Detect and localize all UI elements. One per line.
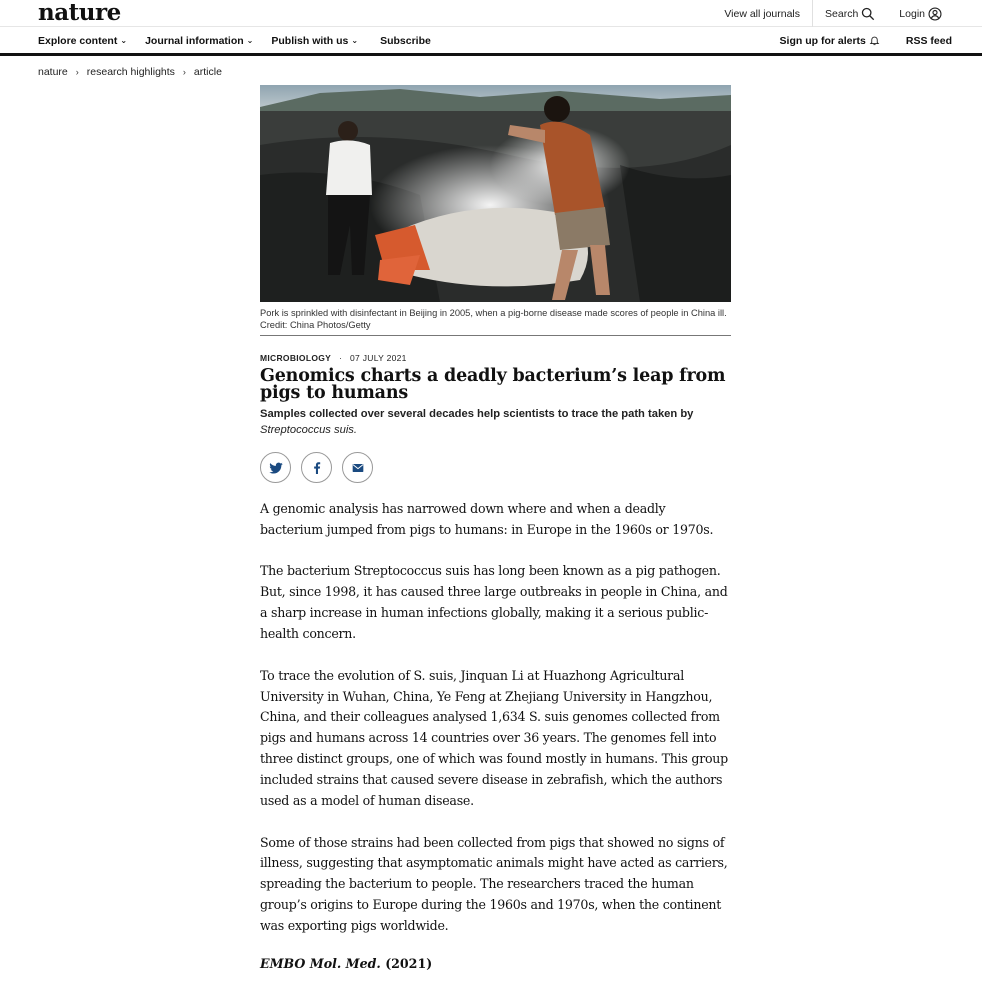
image-caption: Pork is sprinkled with disinfectant in Beijing in 2005, when a pig-borne disease made scores of people in China ill. Credit: China Photos/Getty xyxy=(260,307,731,336)
search-label: Search xyxy=(825,7,859,20)
sign-up-alerts-link[interactable] xyxy=(780,35,880,47)
nav-explore-label: Explore content xyxy=(38,34,118,47)
reference-journal: EMBO Mol. Med. xyxy=(260,955,381,971)
view-all-journals-link[interactable] xyxy=(712,0,812,27)
article-standfirst xyxy=(260,406,731,438)
hero-image xyxy=(260,85,731,302)
chevron-down-icon: ⌄ xyxy=(351,36,359,45)
share-facebook-button[interactable] xyxy=(301,452,332,483)
article xyxy=(260,85,731,971)
rss-feed-link[interactable] xyxy=(906,35,952,47)
article-paragraph: To trace the evolution of S. suis, Jinquan Li at Huazhong Agricultural University in Wuhan, China, Ye Feng at Zhejiang University in Hangzhou, China, and their colleagues analysed 1,634 S. suis genomes collected from pigs and humans across 14 countries over 36 years. The genomes fell into three distinct groups, one of which was found mostly in humans. This group included strains that caused severe disease in zebrafish, which the authors used as a model of human disease. xyxy=(260,667,728,809)
reference-year: (2021) xyxy=(385,955,433,971)
login-button[interactable] xyxy=(887,0,954,27)
top-header xyxy=(0,0,982,27)
nature-logo[interactable]: nature xyxy=(38,0,121,26)
nav-subscribe[interactable] xyxy=(380,35,431,47)
article-reference[interactable] xyxy=(260,956,731,971)
chevron-right-icon: › xyxy=(75,67,79,77)
chevron-down-icon: ⌄ xyxy=(246,36,254,45)
facebook-icon xyxy=(309,460,325,476)
top-links xyxy=(712,0,954,27)
meta-separator: · xyxy=(339,353,342,363)
email-icon xyxy=(350,460,366,476)
article-body xyxy=(260,499,731,937)
bell-icon xyxy=(869,35,880,46)
main-nav xyxy=(0,28,982,56)
search-button[interactable] xyxy=(812,0,887,27)
rss-label: RSS feed xyxy=(905,34,952,47)
nav-publish-label: Publish with us xyxy=(271,34,349,47)
nav-journal-label: Journal information xyxy=(145,34,244,47)
chevron-right-icon: › xyxy=(182,67,186,77)
article-paragraph: The bacterium Streptococcus suis has long been known as a pig pathogen. But, since 1998, it has caused three large outbreaks in people in China, and a sharp increase in human infections globally, making it a serious public-health concern. xyxy=(260,563,728,642)
alerts-label: Sign up for alerts xyxy=(779,34,866,47)
hero-photo xyxy=(260,85,731,302)
breadcrumb-item-research-highlights[interactable]: research highlights xyxy=(86,66,175,78)
share-buttons xyxy=(260,452,731,483)
user-icon xyxy=(928,7,942,21)
article-paragraph: Some of those strains had been collected from pigs that showed no signs of illness, suggesting that asymptomatic animals might have acted as carriers, spreading the bacterium to people. The researchers traced the human group’s origins to Europe during the 1960s and 1970s, when the continent was exporting pigs worldwide. xyxy=(260,834,728,934)
breadcrumb xyxy=(38,66,222,78)
nav-subscribe-label: Subscribe xyxy=(380,34,431,47)
login-label: Login xyxy=(899,7,925,20)
nav-journal-information[interactable] xyxy=(145,35,253,47)
share-email-button[interactable] xyxy=(342,452,373,483)
share-twitter-button[interactable] xyxy=(260,452,291,483)
standfirst-species: Streptococcus suis. xyxy=(260,424,358,436)
article-date: 07 JULY 2021 xyxy=(349,353,407,363)
breadcrumb-item-article: article xyxy=(193,66,222,78)
search-icon xyxy=(861,7,875,21)
standfirst-text: Samples collected over several decades help scientists to trace the path taken by xyxy=(260,408,694,420)
breadcrumb-item-nature[interactable]: nature xyxy=(38,66,68,78)
article-subject[interactable]: MICROBIOLOGY xyxy=(260,353,332,363)
twitter-icon xyxy=(268,460,284,476)
nav-explore-content[interactable] xyxy=(38,35,127,47)
article-paragraph: A genomic analysis has narrowed down where and when a deadly bacterium jumped from pigs to humans: in Europe in the 1960s or 1970s. xyxy=(260,501,714,537)
chevron-down-icon: ⌄ xyxy=(120,36,128,45)
article-meta xyxy=(260,353,731,363)
nav-publish-with-us[interactable] xyxy=(271,35,358,47)
view-all-journals-label: View all journals xyxy=(724,7,801,20)
article-title: Genomics charts a deadly bacterium’s leap from pigs to humans xyxy=(260,366,726,403)
